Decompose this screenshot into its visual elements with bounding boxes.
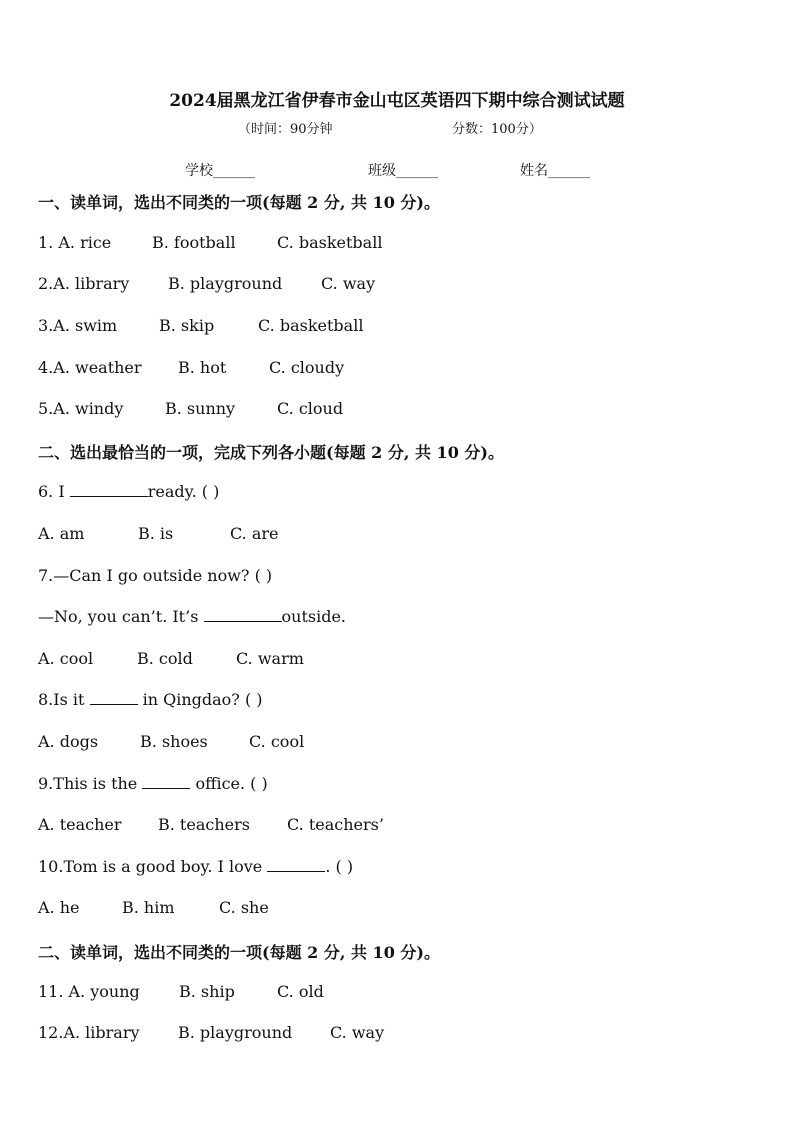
q5-option-b: B. sunny	[165, 399, 236, 418]
question-7: 7.—Can I go outside now? ( )	[38, 566, 273, 585]
q3-option-b: B. skip	[159, 316, 215, 335]
question-10	[38, 857, 353, 876]
q12-option-c: C. way	[330, 1023, 385, 1042]
school-field	[185, 160, 255, 180]
question-6	[38, 482, 219, 501]
q2-option-a: 2.A. library	[38, 274, 130, 293]
q10-answer-blank	[267, 857, 325, 872]
q8-answer-blank	[90, 690, 138, 705]
class-label: 班级	[368, 163, 396, 179]
school-label: 学校	[185, 163, 213, 179]
q5-option-a: 5.A. windy	[38, 399, 124, 418]
q10-option-c: C. she	[219, 898, 269, 917]
name-label: 姓名	[520, 163, 548, 179]
q11-option-b: B. ship	[179, 982, 235, 1001]
q9-stem-end: office. ( )	[190, 774, 268, 793]
q10-option-b: B. him	[122, 898, 175, 917]
q7-answer-blank	[204, 607, 282, 622]
q1-option-c: C. basketball	[277, 233, 383, 252]
q4-option-c: C. cloudy	[269, 358, 345, 377]
q7-option-a: A. cool	[38, 649, 94, 668]
q4-option-b: B. hot	[178, 358, 227, 377]
q2-option-c: C. way	[321, 274, 376, 293]
q8-option-b: B. shoes	[140, 732, 208, 751]
name-blank: ______	[548, 163, 590, 179]
q8-option-c: C. cool	[249, 732, 305, 751]
q9-option-c: C. teachers’	[287, 815, 384, 834]
q9-option-b: B. teachers	[158, 815, 250, 834]
question-7-reply	[38, 607, 346, 626]
exam-score: 分数：100分）	[452, 122, 542, 137]
q1-option-b: B. football	[152, 233, 236, 252]
q10-stem-start: 10.Tom is a good boy. I love	[38, 857, 268, 876]
q8-option-a: A. dogs	[38, 732, 99, 751]
q7-reply-end: outside.	[281, 607, 346, 626]
q6-answer-blank	[70, 482, 148, 497]
section-3-heading: 二、读单词，选出不同类的一项(每题 2 分, 共 10 分)。	[38, 943, 440, 962]
q8-stem-start: 8.Is it	[38, 690, 90, 709]
question-8	[38, 690, 263, 709]
q7-option-c: C. warm	[236, 649, 304, 668]
q11-option-a: 11. A. young	[38, 982, 140, 1001]
q10-option-a: A. he	[38, 898, 80, 917]
q12-option-a: 12.A. library	[38, 1023, 140, 1042]
class-blank: ______	[396, 163, 438, 179]
q5-option-c: C. cloud	[277, 399, 344, 418]
q9-answer-blank	[142, 774, 190, 789]
q3-option-c: C. basketball	[258, 316, 364, 335]
page-title: 2024届黑龙江省伊春市金山屯区英语四下期中综合测试试题	[169, 91, 625, 111]
q9-option-a: A. teacher	[38, 815, 122, 834]
q6-stem-start: 6. I	[38, 482, 70, 501]
q6-option-c: C. are	[230, 524, 279, 543]
exam-time: （时间：90分钟	[238, 122, 333, 137]
q9-stem-start: 9.This is the	[38, 774, 143, 793]
name-field	[520, 160, 590, 180]
q2-option-b: B. playground	[168, 274, 283, 293]
q1-option-a: 1. A. rice	[38, 233, 112, 252]
school-blank: ______	[213, 163, 255, 179]
section-2-heading: 二、选出最恰当的一项，完成下列各小题(每题 2 分, 共 10 分)。	[38, 443, 504, 462]
class-field	[368, 160, 438, 180]
q6-stem-end: ready. ( )	[147, 482, 220, 501]
q7-reply-start: —No, you can’t. It’s	[38, 607, 204, 626]
question-9	[38, 774, 268, 793]
q8-stem-end: in Qingdao? ( )	[137, 690, 263, 709]
q7-option-b: B. cold	[137, 649, 193, 668]
q12-option-b: B. playground	[178, 1023, 293, 1042]
q4-option-a: 4.A. weather	[38, 358, 142, 377]
q10-stem-end: . ( )	[325, 857, 354, 876]
q11-option-c: C. old	[277, 982, 324, 1001]
q3-option-a: 3.A. swim	[38, 316, 118, 335]
q6-option-b: B. is	[138, 524, 174, 543]
q6-option-a: A. am	[38, 524, 85, 543]
section-1-heading: 一、读单词，选出不同类的一项(每题 2 分, 共 10 分)。	[38, 193, 440, 212]
